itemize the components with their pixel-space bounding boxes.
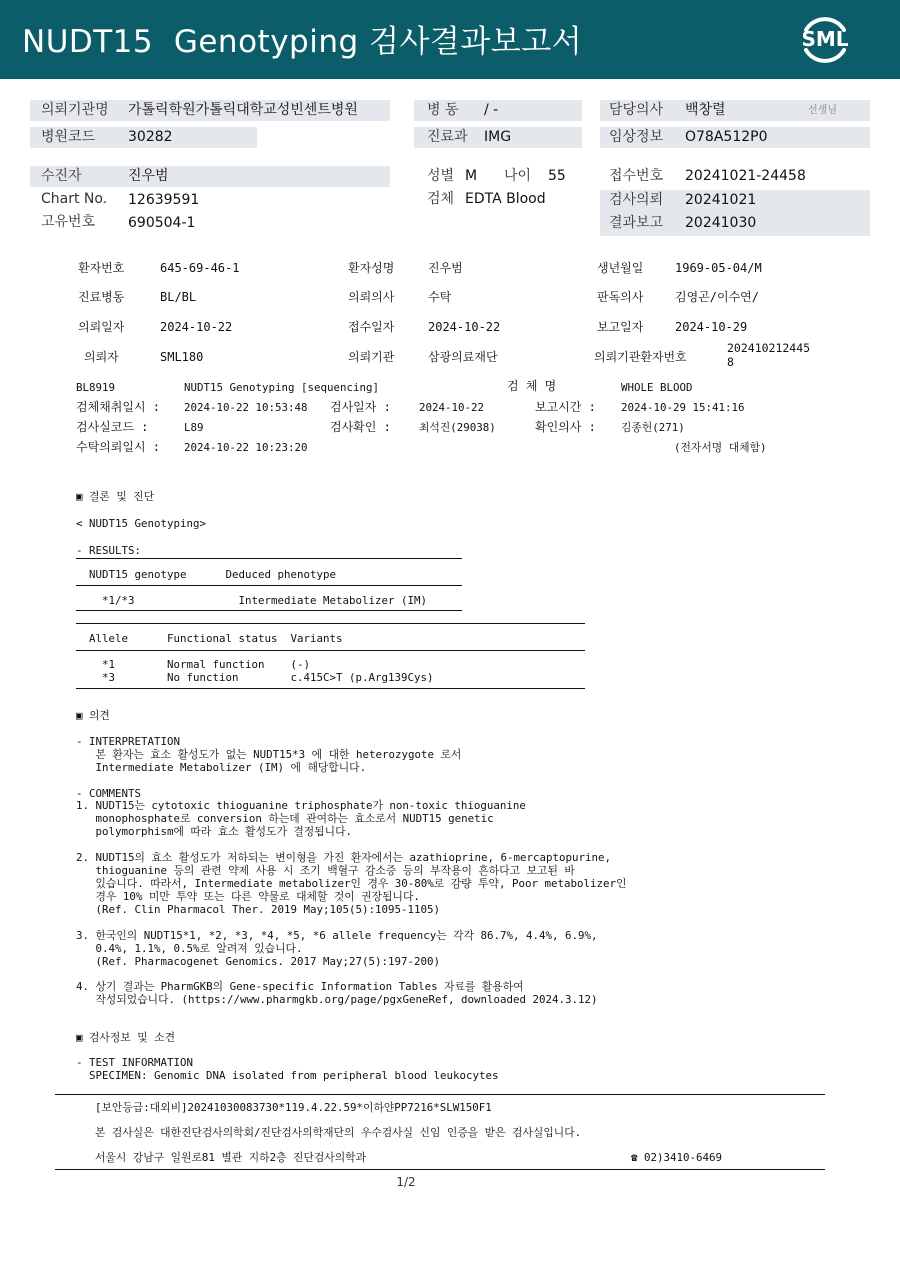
request-label: 검사의뢰 xyxy=(609,192,664,208)
req-inst-label: 의뢰기관 xyxy=(348,350,395,364)
test-date-label: 검사일자 : xyxy=(330,400,391,414)
patient-no-label: 환자번호 xyxy=(78,261,125,275)
doctor-suffix: 선생님 xyxy=(808,105,837,116)
clinical-value: O78A512P0 xyxy=(685,129,768,145)
table2-rule-mid xyxy=(76,650,585,651)
comment-2-line-3: 있습니다. 따라서, Intermediate metabolizer인 경우 30-80%로 감량 투약, Poor metabolizer인 xyxy=(76,877,627,890)
table1-rule-bottom xyxy=(76,610,462,611)
age-label: 나이 xyxy=(504,168,532,184)
comment-1-line-2: monophosphate로 conversion 하는데 관여하는 효소로서 NUDT15 genetic xyxy=(76,812,494,825)
test-info-title: - TEST INFORMATION xyxy=(76,1056,194,1069)
test-info-specimen: SPECIMEN: Genomic DNA isolated from peripheral blood leukocytes xyxy=(76,1069,499,1082)
table1-rule-mid xyxy=(76,585,462,586)
page-number: 1/2 xyxy=(396,1175,416,1189)
comment-2-line-1: 2. NUDT15의 효소 활성도가 저하되는 변이형을 가진 환자에서는 azathioprine, 6-mercaptopurine, xyxy=(76,851,611,864)
security-line: [보안등급:대외비]20241030083730*119.4.22.59*이하얀PP7216*SLW150F1 xyxy=(95,1101,492,1114)
phone-line: ☎ 02)3410-6469 xyxy=(631,1151,723,1164)
confirm-label: 검사확인 : xyxy=(330,420,391,434)
comment-4-line-2: 작성되었습니다. (https://www.pharmgkb.org/page/pgxGeneRef, downloaded 2024.3.12) xyxy=(76,993,598,1006)
result-label: 결과보고 xyxy=(609,215,664,231)
genotype-table-header: NUDT15 genotype Deduced phenotype xyxy=(76,568,337,581)
chart-label: Chart No. xyxy=(41,191,108,207)
doctor-label: 담당의사 xyxy=(609,102,664,118)
comment-1-line-3: polymorphism에 따라 효소 활성도가 결정됩니다. xyxy=(76,825,353,838)
patient-name-label: 환자성명 xyxy=(348,261,395,275)
report-date-label: 보고일자 xyxy=(597,320,644,334)
specimen-label: 검체 xyxy=(427,191,455,207)
id-value: 690504-1 xyxy=(128,215,196,231)
address-line: 서울시 강남구 일원로81 별관 지하2층 진단검사의학과 xyxy=(95,1151,367,1164)
allele-row-3: *3 No function c.415C>T (p.Arg139Cys) xyxy=(76,671,434,684)
patient-bar xyxy=(30,166,390,187)
hospital-code-label: 병원코드 xyxy=(41,129,96,145)
section-opinion: ▣ 의견 xyxy=(76,709,110,722)
table1-rule-top xyxy=(76,558,462,559)
collect-value: 2024-10-22 10:53:48 xyxy=(184,401,308,414)
test-specimen-label: 검 체 명 xyxy=(507,379,557,393)
comment-2-line-2: thioguanine 등의 관련 약제 사용 시 조기 백혈구 감소증 등의 부작용이 흔하다고 보고된 바 xyxy=(76,864,575,877)
logo-text: SML xyxy=(801,27,849,51)
header-banner xyxy=(0,0,900,79)
req-doctor-value: 수탁 xyxy=(428,290,452,304)
receipt-date-value: 2024-10-22 xyxy=(428,320,501,334)
dept-value: IMG xyxy=(484,129,512,145)
table2-rule-top xyxy=(76,623,585,624)
receipt-label: 접수번호 xyxy=(609,168,664,184)
ward-report-value: BL/BL xyxy=(160,290,197,304)
results-label: - RESULTS: xyxy=(76,544,142,557)
birth-value: 1969-05-04/M xyxy=(675,261,762,275)
receipt-value: 20241021-24458 xyxy=(685,168,806,184)
allele-table-header: Allele Functional status Variants xyxy=(76,632,343,645)
specimen-value: EDTA Blood xyxy=(465,191,546,207)
req-time-label: 수탁의뢰일시 : xyxy=(76,440,161,454)
age-value: 55 xyxy=(548,168,566,184)
comment-2-ref: (Ref. Clin Pharmacol Ther. 2019 May;105(5):1095-1105) xyxy=(76,903,441,916)
patient-label: 수진자 xyxy=(41,168,82,184)
req-date-label: 의뢰일자 xyxy=(78,320,125,334)
req-inst-patient-value: 202410212445 xyxy=(727,341,811,355)
req-doctor-label: 의뢰의사 xyxy=(348,290,395,304)
comment-3-line-1: 3. 한국인의 NUDT15*1, *2, *3, *4, *5, *6 allele frequency는 각각 86.7%, 4.4%, 6.9%, xyxy=(76,929,598,942)
certification-line: 본 검사실은 대한진단검사의학회/진단검사의학재단의 우수검사실 신임 인증을 받은 검사실입니다. xyxy=(95,1126,582,1139)
comment-3-ref: (Ref. Pharmacogenet Genomics. 2017 May;27(5):197-200) xyxy=(76,955,441,968)
report-title: NUDT15 Genotyping 검사결과보고서 xyxy=(22,24,583,60)
interpretation-line-2: Intermediate Metabolizer (IM) 에 해당합니다. xyxy=(76,761,367,774)
allele-row-1: *1 Normal function (-) xyxy=(76,658,311,671)
clinical-label: 임상정보 xyxy=(609,129,664,145)
request-value: 20241021 xyxy=(685,192,757,208)
table2-rule-bottom xyxy=(76,688,585,689)
test-code: BL8919 xyxy=(76,381,116,394)
report-date-value: 2024-10-29 xyxy=(675,320,748,334)
institution-label: 의뢰기관명 xyxy=(41,102,109,118)
confirm-value: 최석진(29038) xyxy=(419,421,496,434)
sex-label: 성별 xyxy=(427,168,455,184)
req-inst-value: 삼광의료재단 xyxy=(428,350,498,364)
report-time-value: 2024-10-29 15:41:16 xyxy=(621,401,745,414)
req-time-value: 2024-10-22 10:23:20 xyxy=(184,441,308,454)
patient-value: 진우범 xyxy=(128,168,169,184)
doctor-value: 백창렬 xyxy=(685,102,726,118)
confirm-doctor-value: 김종헌(271) xyxy=(621,421,685,434)
comment-4-line-1: 4. 상기 결과는 PharmGKB의 Gene-specific Information Tables 자료를 활용하여 xyxy=(76,980,524,993)
conclusion-subtitle: < NUDT15 Genotyping> xyxy=(76,517,207,530)
genotype-table-row: *1/*3 Intermediate Metabolizer (IM) xyxy=(76,594,428,607)
section-test-info: ▣ 검사정보 및 소견 xyxy=(76,1031,176,1044)
requester-value: SML180 xyxy=(160,350,204,364)
sml-logo xyxy=(796,12,854,66)
reading-doctor-label: 판독의사 xyxy=(597,290,644,304)
req-inst-patient-value-cont: 8 xyxy=(727,355,734,369)
comment-3-line-2: 0.4%, 1.1%, 0.5%로 알려져 있습니다. xyxy=(76,942,303,955)
comments-title: - COMMENTS xyxy=(76,787,142,800)
birth-label: 생년월일 xyxy=(597,261,644,275)
chart-value: 12639591 xyxy=(128,192,200,208)
receipt-date-label: 접수일자 xyxy=(348,320,395,334)
patient-name-value: 진우범 xyxy=(428,261,463,275)
comment-2-line-4: 경우 10% 미만 투약 또는 다른 약물로 대체할 것이 권장됩니다. xyxy=(76,890,420,903)
collect-label: 검체채취일시 : xyxy=(76,400,161,414)
reading-doctor-value: 김영곤/이수연/ xyxy=(675,290,760,304)
id-label: 고유번호 xyxy=(41,214,96,230)
footer-rule-top xyxy=(55,1094,825,1095)
test-name: NUDT15 Genotyping [sequencing] xyxy=(184,381,380,394)
result-value: 20241030 xyxy=(685,215,757,231)
dept-label: 진료과 xyxy=(427,129,468,145)
test-specimen-value: WHOLE BLOOD xyxy=(621,381,693,394)
room-label: 검사실코드 : xyxy=(76,420,149,434)
comment-1-line-1: 1. NUDT15는 cytotoxic thioguanine triphosphate가 non-toxic thioguanine xyxy=(76,799,526,812)
ward-label: 병 동 xyxy=(427,102,459,118)
report-time-label: 보고시간 : xyxy=(535,400,596,414)
ward-report-label: 진료병동 xyxy=(78,290,125,304)
institution-value: 가톨릭학원가톨릭대학교성빈센트병원 xyxy=(128,102,358,118)
ward-value: / - xyxy=(484,102,499,118)
hospital-code-value: 30282 xyxy=(128,129,173,145)
interpretation-title: - INTERPRETATION xyxy=(76,735,181,748)
sex-value: M xyxy=(465,168,478,184)
interpretation-line-1: 본 환자는 효소 활성도가 없는 NUDT15*3 에 대한 heterozygote 로서 xyxy=(76,748,462,761)
e-signature-note: (전자서명 대체함) xyxy=(674,441,767,454)
req-date-value: 2024-10-22 xyxy=(160,320,233,334)
room-value: L89 xyxy=(184,421,204,434)
patient-no-value: 645-69-46-1 xyxy=(160,261,240,275)
section-conclusion: ▣ 결론 및 진단 xyxy=(76,490,155,503)
footer-rule-bottom xyxy=(55,1169,825,1170)
confirm-doctor-label: 확인의사 : xyxy=(535,420,596,434)
test-date-value: 2024-10-22 xyxy=(419,401,485,414)
requester-label: 의뢰자 xyxy=(84,350,119,364)
req-inst-patient-label: 의뢰기관환자번호 xyxy=(594,350,687,364)
